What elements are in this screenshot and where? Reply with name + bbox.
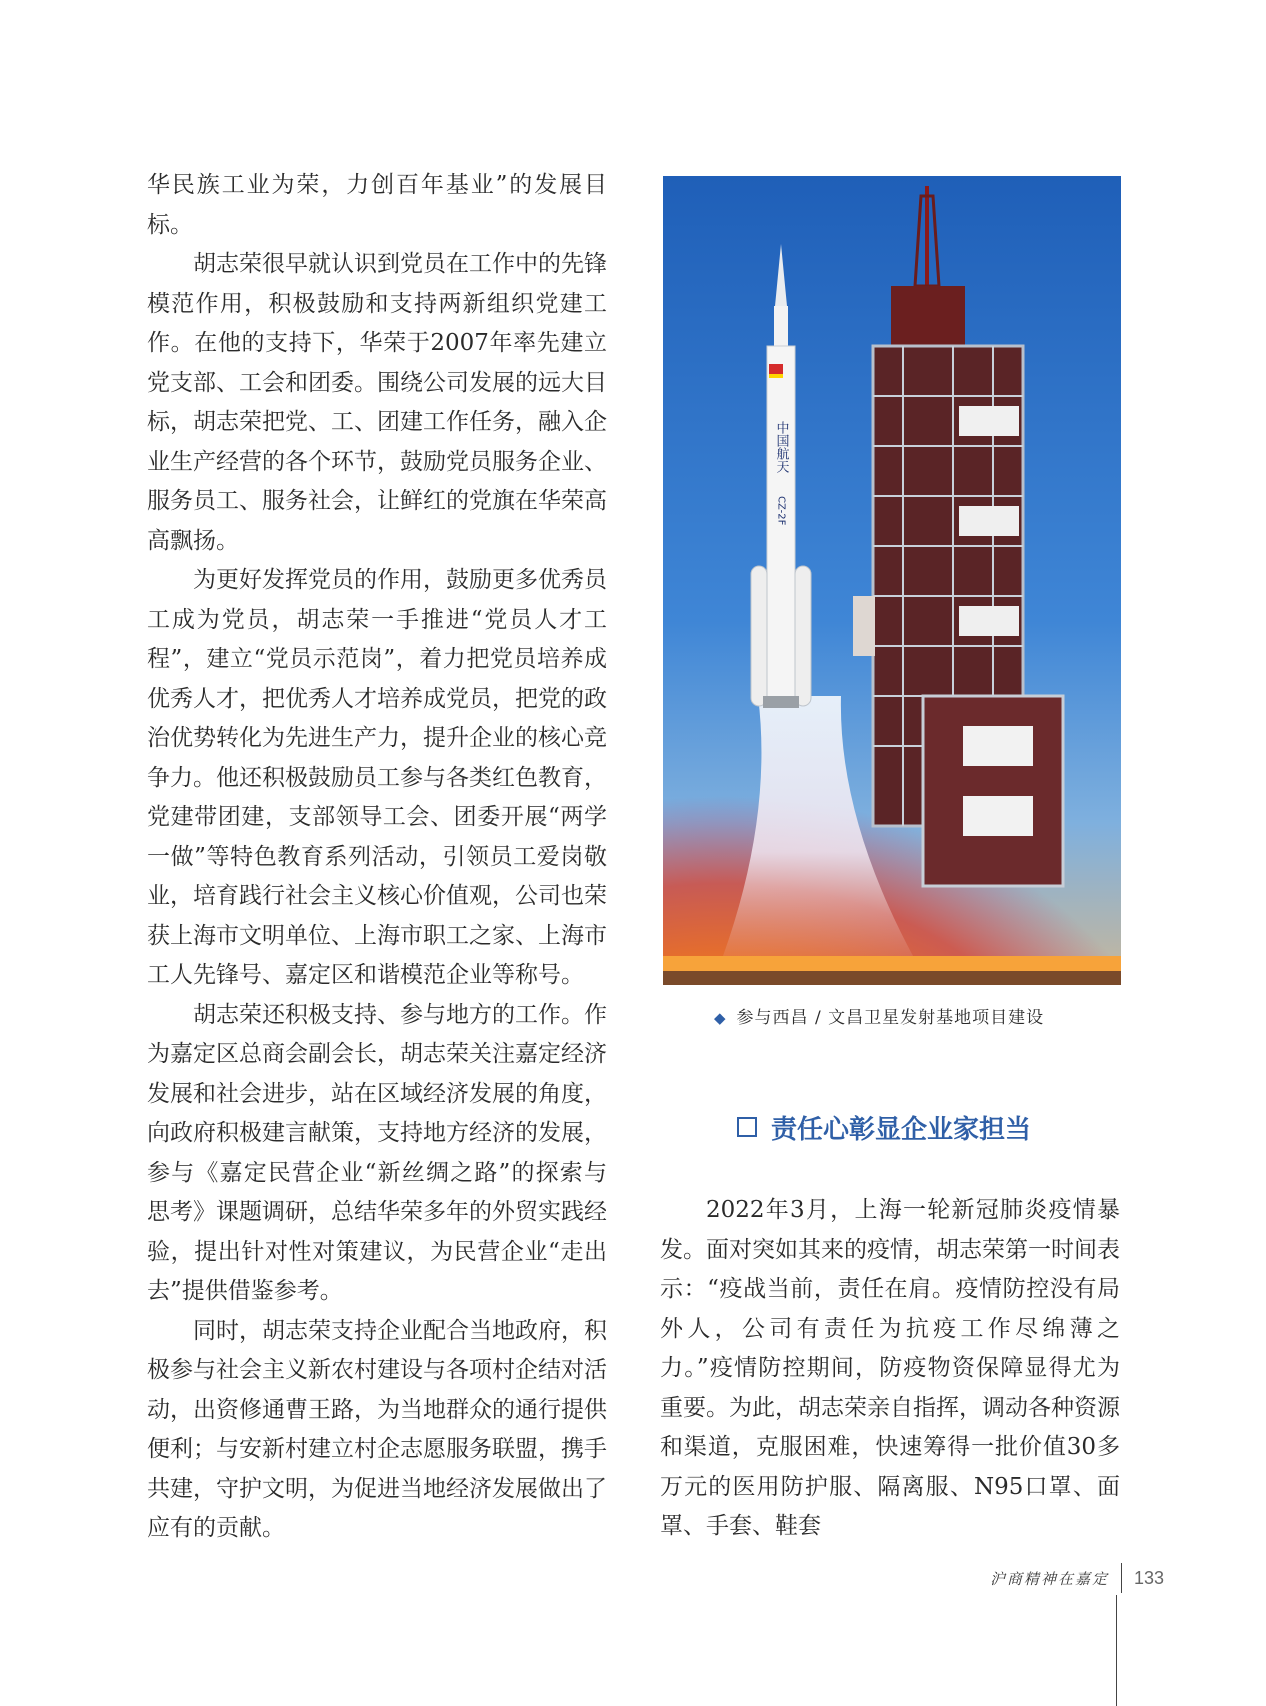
paragraph-continuation: 华民族工业为荣，力创百年基业”的发展目标。 (147, 172, 607, 238)
square-bullet-icon (737, 1117, 757, 1137)
section-heading-text: 责任心彰显企业家担当 (771, 1114, 1032, 1145)
caption-text: 参与西昌 / 文昌卫星发射基地项目建设 (736, 1008, 1045, 1028)
page-number: 133 (1134, 1567, 1165, 1588)
right-text-column (660, 1191, 1120, 1547)
paragraph-party-talent: 为更好发挥党员的作用，鼓励更多优秀员工成为党员，胡志荣一手推进“党员人才工程”，建立“党员示范岗”，着力把党员培养成优秀人才，把优秀人才培养成党员，把党的政治优势转化为先进生产力，提升企业的核心竞争力。他还积极鼓励员工参与各类红色教育，党建带团建，支部领导工会、团委开展“两学一做”等特色教育系列活动，引领员工爱岗敬业，培育践行社会主义核心价值观，公司也荣获上海市文明单位、上海市职工之家、上海市工人先锋号、嘉定区和谐模范企业等称号。 (147, 567, 607, 988)
rocket-launch-photo (663, 176, 1121, 985)
section-heading (737, 1107, 1031, 1147)
book-title: 沪商精神在嘉定 (990, 1569, 1110, 1588)
photo-caption (714, 1003, 1134, 1028)
left-text-column (147, 166, 607, 1549)
paragraph-party-building: 胡志荣很早就认识到党员在工作中的先锋模范作用，积极鼓励和支持两新组织党建工作。在他的支持下，华荣于2007年率先建立党支部、工会和团委。围绕公司发展的远大目标，胡志荣把党、工、团建工作任务，融入企业生产经营的各个环节，鼓励党员服务企业、服务员工、服务社会，让鲜红的党旗在华荣高高飘扬。 (147, 251, 607, 554)
rocket-model-text: CZ-2F (775, 496, 787, 526)
paragraph-covid-response: 2022年3月，上海一轮新冠肺炎疫情暴发。面对突如其来的疫情，胡志荣第一时间表示：“疫战当前，责任在肩。疫情防控没有局外人，公司有责任为抗疫工作尽绵薄之力。”疫情防控期间，防疫物资保障显得尤为重要。为此，胡志荣亲自指挥，调动各种资源和渠道，克服困难，快速筹得一批价值30多万元的医用防护服、隔离服、N95口罩、面罩、手套、鞋套 (660, 1197, 1120, 1539)
caption-diamond-icon: ◆ (714, 1009, 727, 1027)
footer-divider (1121, 1563, 1122, 1593)
rocket-launch-illustration (663, 176, 1121, 985)
footer-vertical-rule (1116, 1595, 1117, 1706)
rocket-label-text: 中国航天 (773, 421, 789, 473)
paragraph-village-cooperation: 同时，胡志荣支持企业配合当地政府，积极参与社会主义新农村建设与各项村企结对活动，出资修通曹王路，为当地群众的通行提供便利；与安新村建立村企志愿服务联盟，携手共建，守护文明，为促进当地经济发展做出了应有的贡献。 (147, 1317, 607, 1541)
paragraph-local-support: 胡志荣还积极支持、参与地方的工作。作为嘉定区总商会副会长，胡志荣关注嘉定经济发展和社会进步，站在区域经济发展的角度，向政府积极建言献策，支持地方经济的发展，参与《嘉定民营企业“新丝绸之路”的探索与思考》课题调研，总结华荣多年的外贸实践经验，提出针对性对策建议，为民营企业“走出去”提供借鉴参考。 (147, 1001, 607, 1304)
page-footer (990, 1563, 1164, 1593)
